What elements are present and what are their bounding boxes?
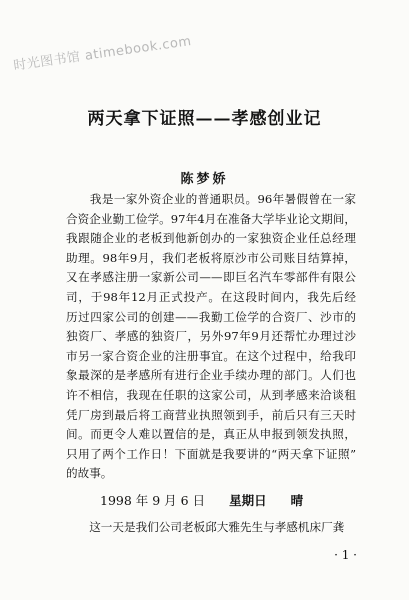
paragraph-line: 助理。98年9月，我们老板将原沙市公司账目结算掉， — [66, 250, 356, 265]
paragraph-line: 只用了两个工作日！下面就是我要讲的“两天拿下证照” — [66, 446, 356, 461]
watermark-text: 时光图书馆 atimebook.com — [12, 33, 193, 74]
diary-date: 1998 年 9 月 6 日 — [100, 493, 206, 508]
author-name: 陈梦娇 — [180, 172, 229, 187]
diary-weekday: 星期日 — [229, 493, 267, 508]
next-paragraph-line: 这一天是我们公司老板邱大雅先生与孝感机床厂龚 — [66, 520, 345, 534]
paragraph-line: 凭厂房到最后将工商营业执照领到手，前后只有三天时 — [66, 407, 356, 422]
paragraph-line: 又在孝感注册一家新公司——即巨名汽车零部件有限公 — [66, 270, 356, 285]
page-number: · 1 · — [334, 548, 357, 562]
paragraph-line: 独资厂、孝感的独资厂，另外97年9月还帮忙办理过沙 — [66, 329, 356, 344]
paragraph-line: 许不相信，我现在任职的这家公司，从到孝感来洽谈租 — [66, 387, 356, 402]
body-paragraph — [66, 190, 356, 484]
article-title: 两天拿下证照——孝感创业记 — [87, 109, 322, 129]
paragraph-line: 我跟随企业的老板到他新创办的一家独资企业任总经理 — [66, 231, 356, 246]
diary-date-line — [100, 491, 323, 509]
paragraph-line: 间。而更令人难以置信的是，真正从申报到领发执照， — [66, 427, 356, 442]
paragraph-line: 司，于98年12月正式投产。在这段时间内，我先后经 — [66, 289, 356, 304]
paragraph-line: 我是一家外资企业的普通职员。96年暑假曾在一家 — [66, 192, 356, 206]
paragraph-line: 象最深的是孝感所有进行企业手续办理的部门。人们也 — [66, 368, 356, 383]
paragraph-line: 市另一家合资企业的注册事宜。在这个过程中，给我印 — [66, 348, 356, 363]
paragraph-line: 的故事。 — [66, 466, 113, 481]
paragraph-line: 合资企业勤工俭学。97年4月在准备大学毕业论文期间， — [66, 211, 356, 226]
paragraph-line: 历过四家公司的创建——我勤工俭学的合资厂、沙市的 — [66, 309, 356, 324]
diary-weather: 晴 — [290, 493, 304, 508]
